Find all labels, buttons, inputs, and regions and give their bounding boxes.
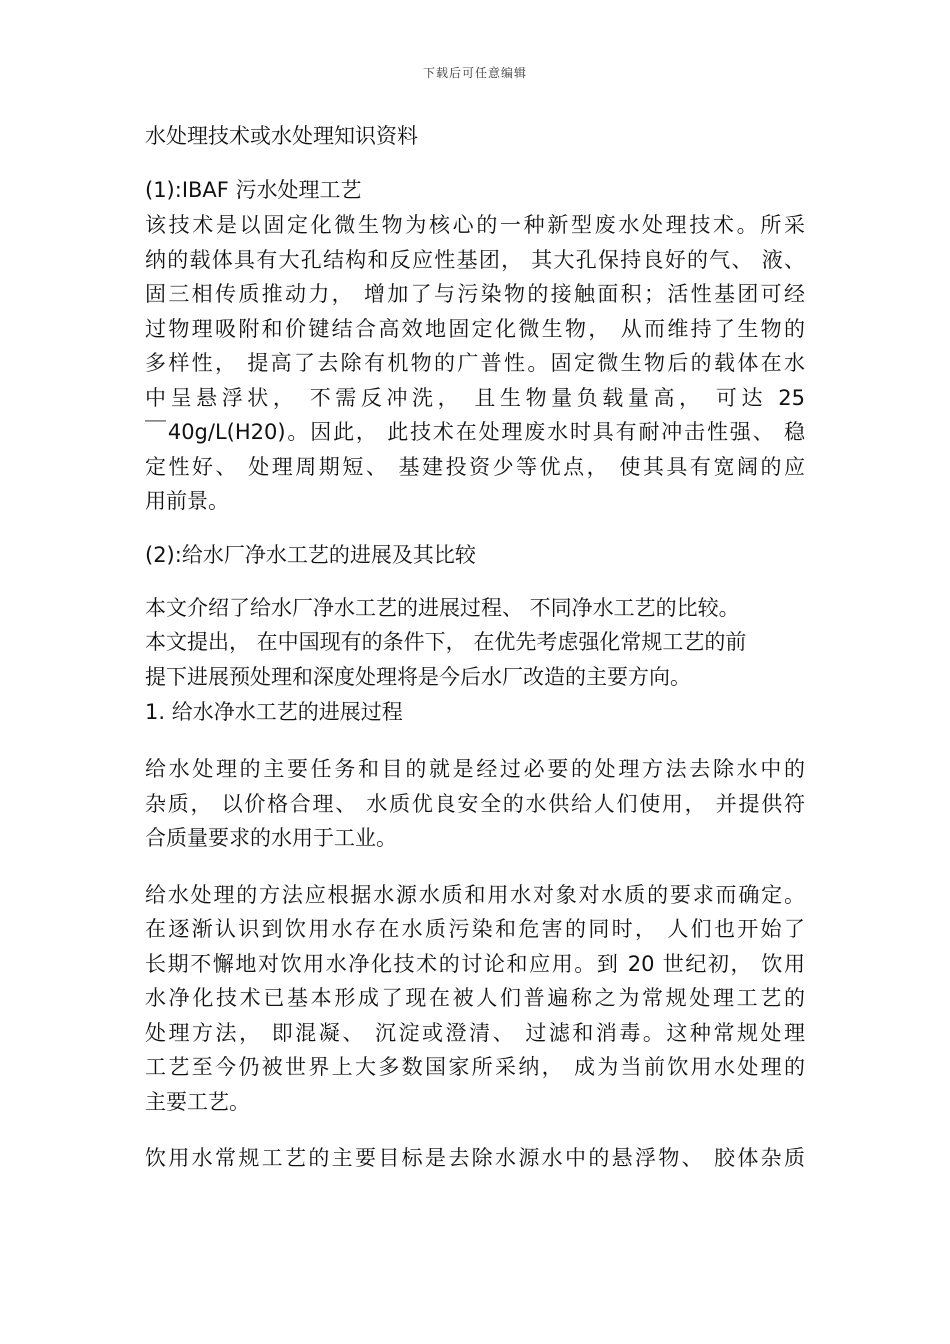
paragraph-line: 给水处理的主要任务和目的就是经过必要的处理方法去除水中的 [145,757,805,781]
document-title: 水处理技术或水处理知识资料 [145,124,418,148]
paragraph-line: 长期不懈地对饮用水净化技术的讨论和应用。到 20 世纪初， 饮用 [145,951,805,976]
paragraph-line: 定性好、 处理周期短、 基建投资少等优点， 使其具有宽阔的应 [145,454,805,479]
paragraph-line: 在逐渐认识到饮用水存在水质污染和危害的同时， 人们也开始了 [145,917,805,941]
paragraph-line: 过物理吸附和价键结合高效地固定化微生物， 从而维持了生物的 [145,316,805,341]
section-heading-ibaf: (1):IBAF 污水处理工艺 [145,178,362,202]
paragraph-line: ￣40g/L(H20)。因此， 此技术在处理废水时具有耐冲击性强、 稳 [145,420,805,444]
paragraph-line: 杂质， 以价格合理、 水质优良安全的水供给人们使用， 并提供符 [145,791,805,816]
sub-heading-process: 1. 给水净水工艺的进展过程 [145,700,403,724]
paragraph-line: 饮用水常规工艺的主要目标是去除水源水中的悬浮物、 胶体杂质 [145,1146,805,1170]
paragraph-intro [145,591,810,695]
section-heading-water-plant: (2):给水厂净水工艺的进展及其比较 [145,542,476,567]
paragraph-line: 合质量要求的水用于工业。 [145,826,397,850]
paragraph-line: 多样性， 提高了去除有机物的广普性。固定微生物后的载体在水 [145,351,805,375]
paragraph-line: 本文提出， 在中国现有的条件下， 在优先考虑强化常规工艺的前 [145,630,747,654]
paragraph-line: 固三相传质推动力， 增加了与污染物的接触面积；活性基团可经 [145,282,805,306]
paragraph-line: 提下进展预处理和深度处理将是今后水厂改造的主要方向。 [145,664,691,689]
paragraph-method [145,878,810,1120]
paragraph-ibaf [145,208,810,519]
paragraph-line: 水净化技术已基本形成了现在被人们普遍称之为常规处理工艺的 [145,986,805,1010]
paragraph-task [145,752,810,856]
paragraph-goal [145,1141,810,1176]
paragraph-line: 本文介绍了给水厂净水工艺的进展过程、 不同净水工艺的比较。 [145,595,740,620]
paragraph-line: 该技术是以固定化微生物为核心的一种新型废水处理技术。所采 [145,213,805,237]
paragraph-line: 纳的载体具有大孔结构和反应性基团， 其大孔保持良好的气、 液、 [145,247,805,272]
page-header: 下载后可任意编辑 [422,66,527,80]
paragraph-line: 处理方法， 即混凝、 沉淀或澄清、 过滤和消毒。这种常规处理 [145,1020,805,1045]
paragraph-line: 中呈悬浮状， 不需反冲洗， 且生物量负载量高， 可达 25 [145,385,805,410]
paragraph-line: 用前景。 [145,489,229,513]
paragraph-line: 工艺至今仍被世界上大多数国家所采纳， 成为当前饮用水处理的 [145,1055,805,1079]
document-body [145,118,810,1176]
paragraph-line: 给水处理的方法应根据水源水质和用水对象对水质的要求而确定。 [145,882,805,907]
paragraph-line: 主要工艺。 [145,1089,250,1114]
